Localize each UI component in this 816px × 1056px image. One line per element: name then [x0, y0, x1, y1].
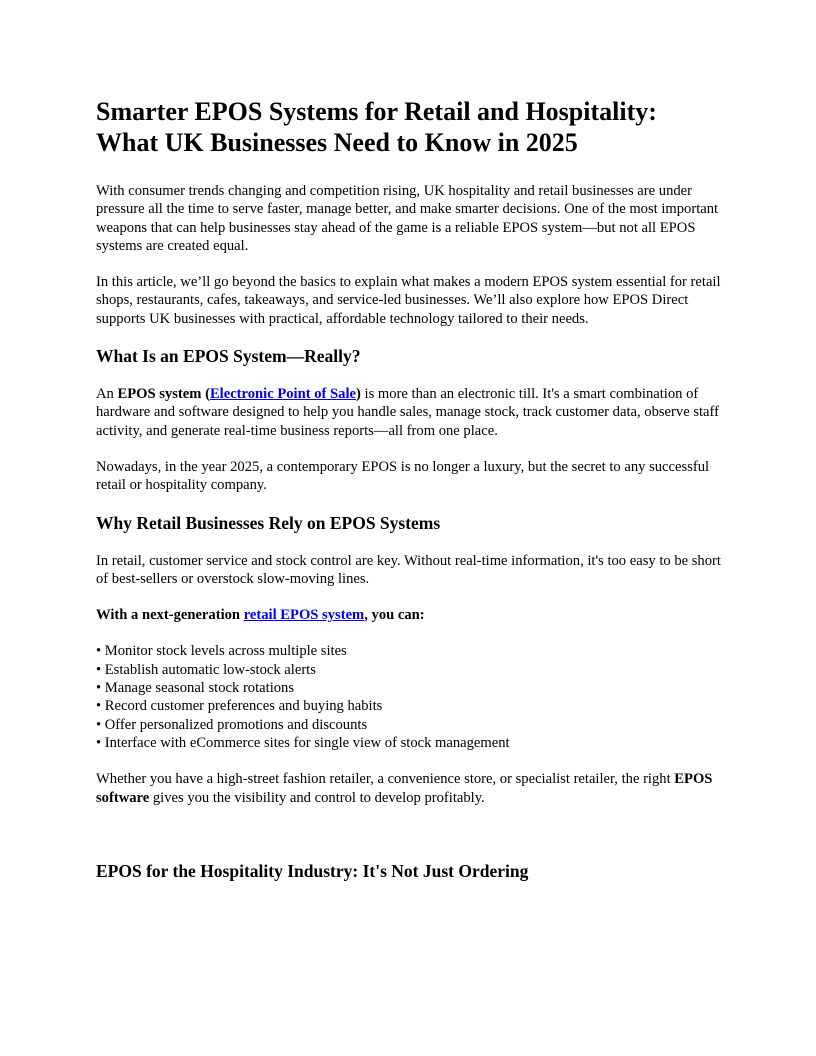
- text-fragment: is more than an electronic till. It's a smart combination of hardware and software designed to help you handle sales, manage stock, track customer data, observe staff activity, and generate real-time business reports—all from one place.: [96, 386, 719, 439]
- epos-definition-paragraph: [96, 385, 722, 440]
- retail-closing-paragraph: [96, 770, 722, 807]
- section-heading-what-is-epos: What Is an EPOS System—Really?: [96, 346, 361, 367]
- epos-2025-paragraph: Nowadays, in the year 2025, a contemporary EPOS is no longer a luxury, but the secret to any successful retail or hospitality company.: [96, 458, 710, 494]
- epos-software-term: EPOS software: [96, 771, 713, 806]
- text-fragment: An: [96, 386, 118, 403]
- retail-intro-paragraph: In retail, customer service and stock control are key. Without real-time information, it's too easy to be short of best-sellers or overstock slow-moving lines.: [96, 552, 721, 587]
- section-spacer: [96, 825, 722, 861]
- document-page: [96, 96, 722, 900]
- list-item: • Establish automatic low-stock alerts: [96, 661, 316, 678]
- text-fragment: gives you the visibility and control to develop profitably.: [149, 789, 485, 806]
- section-heading-retail: Why Retail Businesses Rely on EPOS Systems: [96, 512, 441, 533]
- text-fragment: Whether you have a high-street fashion retailer, a convenience store, or specialist retailer, the right: [96, 771, 675, 788]
- list-item: • Manage seasonal stock rotations: [96, 680, 295, 697]
- list-item: • Interface with eCommerce sites for single view of stock management: [96, 734, 510, 751]
- title-line-2: What UK Businesses Need to Know in 2025: [96, 128, 578, 157]
- lead-prefix: With a next-generation: [96, 607, 244, 624]
- lead-suffix: , you can:: [364, 607, 425, 624]
- retail-lead-paragraph: [96, 606, 722, 624]
- epos-system-term: EPOS system: [117, 386, 202, 403]
- page-title: [96, 96, 722, 158]
- list-item: • Record customer preferences and buying habits: [96, 698, 383, 715]
- list-item: • Monitor stock levels across multiple sites: [96, 643, 347, 660]
- retail-epos-system-link[interactable]: retail EPOS system: [243, 607, 365, 624]
- retail-benefits-list: [96, 642, 722, 752]
- electronic-point-of-sale-link[interactable]: Electronic Point of Sale: [209, 386, 356, 403]
- list-item: • Offer personalized promotions and discounts: [96, 716, 368, 733]
- paren-close: ): [356, 386, 361, 403]
- section-heading-hospitality: EPOS for the Hospitality Industry: It's Not Just Ordering: [96, 860, 529, 881]
- intro-paragraph-1: With consumer trends changing and competition rising, UK hospitality and retail businesses are under pressure all the time to serve faster, manage better, and make smarter decisions. One of the most important weapons that can help businesses stay ahead of the game is a reliable EPOS system—but not all EPOS systems are created equal.: [96, 183, 719, 254]
- title-line-1: Smarter EPOS Systems for Retail and Hospitality:: [96, 97, 657, 126]
- paren-open: (: [201, 386, 210, 403]
- intro-paragraph-2: In this article, we’ll go beyond the basics to explain what makes a modern EPOS system essential for retail shops, restaurants, cafes, takeaways, and service-led businesses. We’ll also explore how EPOS Direct supports UK businesses with practical, affordable technology tailored to their needs.: [96, 274, 721, 327]
